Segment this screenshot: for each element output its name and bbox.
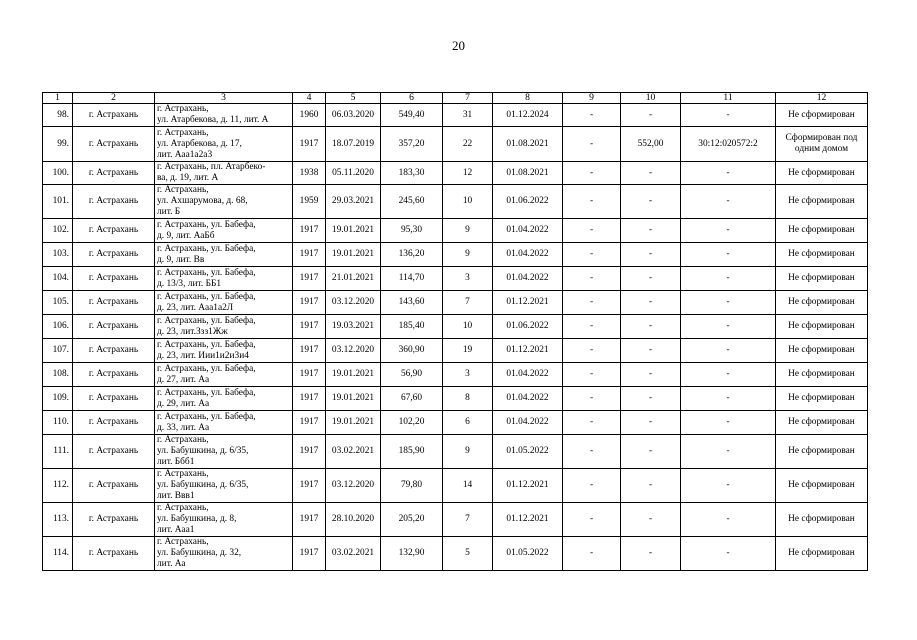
city-cell: г. Астрахань <box>73 339 155 363</box>
residents-cell: 7 <box>443 503 493 537</box>
col9-cell: - <box>563 537 621 571</box>
col9-cell: - <box>563 185 621 219</box>
year-cell: 1917 <box>293 267 326 291</box>
area-cell: 549,40 <box>381 104 443 127</box>
col11-cell: - <box>681 315 776 339</box>
col10-cell: - <box>621 104 681 127</box>
table-row <box>43 219 868 243</box>
address-cell: г. Астрахань, ул. Ахшарумова, д. 68, лит. Б <box>155 185 293 219</box>
year-cell: 1917 <box>293 219 326 243</box>
row-number: 114. <box>43 537 73 571</box>
row-number: 103. <box>43 243 73 267</box>
date-cell: 03.02.2021 <box>326 435 381 469</box>
status-cell: Не сформирован <box>776 243 868 267</box>
city-cell: г. Астрахань <box>73 162 155 185</box>
row-number: 99. <box>43 127 73 162</box>
col10-cell: - <box>621 243 681 267</box>
residents-cell: 3 <box>443 267 493 291</box>
col11-cell: - <box>681 219 776 243</box>
col9-cell: - <box>563 339 621 363</box>
col11-cell: - <box>681 363 776 387</box>
year-cell: 1959 <box>293 185 326 219</box>
status-cell: Не сформирован <box>776 339 868 363</box>
col9-cell: - <box>563 363 621 387</box>
col9-cell: - <box>563 243 621 267</box>
date-cell: 03.12.2020 <box>326 291 381 315</box>
area-cell: 183,30 <box>381 162 443 185</box>
date-cell: 06.03.2020 <box>326 104 381 127</box>
plan-date-cell: 01.12.2021 <box>493 503 563 537</box>
year-cell: 1917 <box>293 127 326 162</box>
address-cell: г. Астрахань, ул. Бабефа, д. 23, лит. Иии1и2и3и4 <box>155 339 293 363</box>
column-header: 10 <box>621 93 681 104</box>
year-cell: 1917 <box>293 411 326 435</box>
address-cell: г. Астрахань, пл. Атарбеко- ва, д. 19, лит. А <box>155 162 293 185</box>
col11-cell: - <box>681 339 776 363</box>
year-cell: 1917 <box>293 291 326 315</box>
col10-cell: - <box>621 435 681 469</box>
col9-cell: - <box>563 104 621 127</box>
plan-date-cell: 01.06.2022 <box>493 185 563 219</box>
plan-date-cell: 01.04.2022 <box>493 267 563 291</box>
status-cell: Не сформирован <box>776 162 868 185</box>
row-number: 104. <box>43 267 73 291</box>
column-header: 11 <box>681 93 776 104</box>
table-row <box>43 315 868 339</box>
area-cell: 360,90 <box>381 339 443 363</box>
area-cell: 114,70 <box>381 267 443 291</box>
col9-cell: - <box>563 219 621 243</box>
table-row <box>43 291 868 315</box>
date-cell: 19.01.2021 <box>326 219 381 243</box>
col9-cell: - <box>563 127 621 162</box>
residents-cell: 10 <box>443 185 493 219</box>
city-cell: г. Астрахань <box>73 243 155 267</box>
row-number: 107. <box>43 339 73 363</box>
table-row <box>43 127 868 162</box>
status-cell: Не сформирован <box>776 219 868 243</box>
year-cell: 1917 <box>293 469 326 503</box>
table-row <box>43 537 868 571</box>
city-cell: г. Астрахань <box>73 267 155 291</box>
address-cell: г. Астрахань, ул. Бабушкина, д. 6/35, лит. Ббб1 <box>155 435 293 469</box>
area-cell: 245,60 <box>381 185 443 219</box>
col11-cell: - <box>681 387 776 411</box>
area-cell: 95,30 <box>381 219 443 243</box>
row-number: 111. <box>43 435 73 469</box>
status-cell: Не сформирован <box>776 411 868 435</box>
col10-cell: - <box>621 411 681 435</box>
col10-cell: - <box>621 162 681 185</box>
plan-date-cell: 01.08.2021 <box>493 127 563 162</box>
date-cell: 19.01.2021 <box>326 387 381 411</box>
table-row <box>43 104 868 127</box>
row-number: 109. <box>43 387 73 411</box>
col11-cell: - <box>681 411 776 435</box>
address-cell: г. Астрахань, ул. Бабефа, д. 9, лит. АаБб <box>155 219 293 243</box>
city-cell: г. Астрахань <box>73 219 155 243</box>
plan-date-cell: 01.08.2021 <box>493 162 563 185</box>
col11-cell: - <box>681 435 776 469</box>
col9-cell: - <box>563 411 621 435</box>
col9-cell: - <box>563 469 621 503</box>
date-cell: 21.01.2021 <box>326 267 381 291</box>
col11-cell: - <box>681 469 776 503</box>
column-header: 3 <box>155 93 293 104</box>
residents-cell: 9 <box>443 435 493 469</box>
status-cell: Не сформирован <box>776 315 868 339</box>
status-cell: Сформирован под одним домом <box>776 127 868 162</box>
status-cell: Не сформирован <box>776 387 868 411</box>
address-cell: г. Астрахань, ул. Бабефа, д. 33, лит. Аа <box>155 411 293 435</box>
row-number: 110. <box>43 411 73 435</box>
city-cell: г. Астрахань <box>73 291 155 315</box>
row-number: 101. <box>43 185 73 219</box>
area-cell: 132,90 <box>381 537 443 571</box>
city-cell: г. Астрахань <box>73 411 155 435</box>
date-cell: 03.02.2021 <box>326 537 381 571</box>
area-cell: 357,20 <box>381 127 443 162</box>
row-number: 105. <box>43 291 73 315</box>
col9-cell: - <box>563 267 621 291</box>
residents-cell: 9 <box>443 243 493 267</box>
residents-cell: 6 <box>443 411 493 435</box>
plan-date-cell: 01.12.2021 <box>493 469 563 503</box>
area-cell: 102,20 <box>381 411 443 435</box>
year-cell: 1917 <box>293 503 326 537</box>
column-header: 1 <box>43 93 73 104</box>
address-cell: г. Астрахань, ул. Атарбекова, д. 17, лит. Ааа1а2а3 <box>155 127 293 162</box>
status-cell: Не сформирован <box>776 503 868 537</box>
address-cell: г. Астрахань, ул. Бабефа, д. 23, лит. Ааа1а2Л <box>155 291 293 315</box>
date-cell: 19.01.2021 <box>326 411 381 435</box>
area-cell: 136,20 <box>381 243 443 267</box>
header-row <box>43 93 868 104</box>
plan-date-cell: 01.04.2022 <box>493 411 563 435</box>
col10-cell: - <box>621 185 681 219</box>
column-header: 8 <box>493 93 563 104</box>
date-cell: 19.01.2021 <box>326 243 381 267</box>
residents-cell: 22 <box>443 127 493 162</box>
plan-date-cell: 01.12.2024 <box>493 104 563 127</box>
col10-cell: - <box>621 387 681 411</box>
residents-cell: 8 <box>443 387 493 411</box>
col10-cell: - <box>621 267 681 291</box>
residents-cell: 14 <box>443 469 493 503</box>
col10-cell: - <box>621 469 681 503</box>
col9-cell: - <box>563 435 621 469</box>
plan-date-cell: 01.04.2022 <box>493 387 563 411</box>
address-cell: г. Астрахань, ул. Бабефа, д. 23, лит.Ззз1Жж <box>155 315 293 339</box>
area-cell: 185,40 <box>381 315 443 339</box>
table-row <box>43 387 868 411</box>
date-cell: 03.12.2020 <box>326 469 381 503</box>
col9-cell: - <box>563 503 621 537</box>
city-cell: г. Астрахань <box>73 469 155 503</box>
col11-cell: - <box>681 104 776 127</box>
col10-cell: - <box>621 219 681 243</box>
col9-cell: - <box>563 387 621 411</box>
year-cell: 1960 <box>293 104 326 127</box>
column-header: 2 <box>73 93 155 104</box>
year-cell: 1917 <box>293 243 326 267</box>
address-cell: г. Астрахань, ул. Бабефа, д. 27, лит. Аа <box>155 363 293 387</box>
status-cell: Не сформирован <box>776 469 868 503</box>
col11-cell: - <box>681 243 776 267</box>
area-cell: 79,80 <box>381 469 443 503</box>
residents-cell: 31 <box>443 104 493 127</box>
table-row <box>43 243 868 267</box>
address-cell: г. Астрахань, ул. Бабефа, д. 29, лит. Аа <box>155 387 293 411</box>
status-cell: Не сформирован <box>776 435 868 469</box>
table-row <box>43 339 868 363</box>
table-row <box>43 363 868 387</box>
address-cell: г. Астрахань, ул. Бабушкина, д. 32, лит. Аа <box>155 537 293 571</box>
table-row <box>43 267 868 291</box>
residents-cell: 12 <box>443 162 493 185</box>
status-cell: Не сформирован <box>776 291 868 315</box>
col10-cell: - <box>621 291 681 315</box>
table-row <box>43 435 868 469</box>
address-cell: г. Астрахань, ул. Бабушкина, д. 8, лит. Ааа1 <box>155 503 293 537</box>
col10-cell: - <box>621 339 681 363</box>
plan-date-cell: 01.04.2022 <box>493 219 563 243</box>
date-cell: 19.01.2021 <box>326 363 381 387</box>
area-cell: 67,60 <box>381 387 443 411</box>
residents-cell: 5 <box>443 537 493 571</box>
plan-date-cell: 01.06.2022 <box>493 315 563 339</box>
registry-table <box>42 92 868 571</box>
col10-cell: - <box>621 315 681 339</box>
col11-cell: - <box>681 537 776 571</box>
residents-cell: 9 <box>443 219 493 243</box>
address-cell: г. Астрахань, ул. Бабефа, д. 9, лит. Вв <box>155 243 293 267</box>
city-cell: г. Астрахань <box>73 127 155 162</box>
date-cell: 05.11.2020 <box>326 162 381 185</box>
status-cell: Не сформирован <box>776 363 868 387</box>
plan-date-cell: 01.04.2022 <box>493 243 563 267</box>
city-cell: г. Астрахань <box>73 363 155 387</box>
year-cell: 1917 <box>293 339 326 363</box>
city-cell: г. Астрахань <box>73 387 155 411</box>
column-header: 7 <box>443 93 493 104</box>
plan-date-cell: 01.05.2022 <box>493 435 563 469</box>
area-cell: 143,60 <box>381 291 443 315</box>
col10-cell: 552,00 <box>621 127 681 162</box>
date-cell: 03.12.2020 <box>326 339 381 363</box>
column-header: 6 <box>381 93 443 104</box>
area-cell: 185,90 <box>381 435 443 469</box>
date-cell: 29.03.2021 <box>326 185 381 219</box>
plan-date-cell: 01.04.2022 <box>493 363 563 387</box>
table-row <box>43 503 868 537</box>
col11-cell: 30:12:020572:2 <box>681 127 776 162</box>
row-number: 106. <box>43 315 73 339</box>
row-number: 112. <box>43 469 73 503</box>
row-number: 100. <box>43 162 73 185</box>
status-cell: Не сформирован <box>776 185 868 219</box>
residents-cell: 3 <box>443 363 493 387</box>
date-cell: 19.03.2021 <box>326 315 381 339</box>
column-header: 12 <box>776 93 868 104</box>
date-cell: 28.10.2020 <box>326 503 381 537</box>
column-header: 5 <box>326 93 381 104</box>
col10-cell: - <box>621 503 681 537</box>
col11-cell: - <box>681 185 776 219</box>
col9-cell: - <box>563 162 621 185</box>
city-cell: г. Астрахань <box>73 435 155 469</box>
year-cell: 1917 <box>293 315 326 339</box>
col11-cell: - <box>681 503 776 537</box>
status-cell: Не сформирован <box>776 267 868 291</box>
table-row <box>43 162 868 185</box>
plan-date-cell: 01.12.2021 <box>493 291 563 315</box>
year-cell: 1917 <box>293 363 326 387</box>
year-cell: 1917 <box>293 435 326 469</box>
table-row <box>43 185 868 219</box>
col9-cell: - <box>563 315 621 339</box>
city-cell: г. Астрахань <box>73 537 155 571</box>
plan-date-cell: 01.05.2022 <box>493 537 563 571</box>
city-cell: г. Астрахань <box>73 315 155 339</box>
city-cell: г. Астрахань <box>73 185 155 219</box>
col11-cell: - <box>681 291 776 315</box>
address-cell: г. Астрахань, ул. Бабушкина, д. 6/35, лит. Ввв1 <box>155 469 293 503</box>
residents-cell: 19 <box>443 339 493 363</box>
year-cell: 1917 <box>293 537 326 571</box>
col11-cell: - <box>681 162 776 185</box>
row-number: 102. <box>43 219 73 243</box>
date-cell: 18.07.2019 <box>326 127 381 162</box>
col10-cell: - <box>621 537 681 571</box>
year-cell: 1938 <box>293 162 326 185</box>
row-number: 98. <box>43 104 73 127</box>
address-cell: г. Астрахань, ул. Атарбекова, д. 11, лит. А <box>155 104 293 127</box>
column-header: 4 <box>293 93 326 104</box>
area-cell: 56,90 <box>381 363 443 387</box>
page-number: 20 <box>452 38 465 53</box>
row-number: 108. <box>43 363 73 387</box>
plan-date-cell: 01.12.2021 <box>493 339 563 363</box>
col9-cell: - <box>563 291 621 315</box>
row-number: 113. <box>43 503 73 537</box>
city-cell: г. Астрахань <box>73 503 155 537</box>
year-cell: 1917 <box>293 387 326 411</box>
city-cell: г. Астрахань <box>73 104 155 127</box>
residents-cell: 10 <box>443 315 493 339</box>
col10-cell: - <box>621 363 681 387</box>
address-cell: г. Астрахань, ул. Бабефа, д. 13/3, лит. ББ1 <box>155 267 293 291</box>
residents-cell: 7 <box>443 291 493 315</box>
table-row <box>43 411 868 435</box>
col11-cell: - <box>681 267 776 291</box>
area-cell: 205,20 <box>381 503 443 537</box>
status-cell: Не сформирован <box>776 537 868 571</box>
column-header: 9 <box>563 93 621 104</box>
table-row <box>43 469 868 503</box>
status-cell: Не сформирован <box>776 104 868 127</box>
